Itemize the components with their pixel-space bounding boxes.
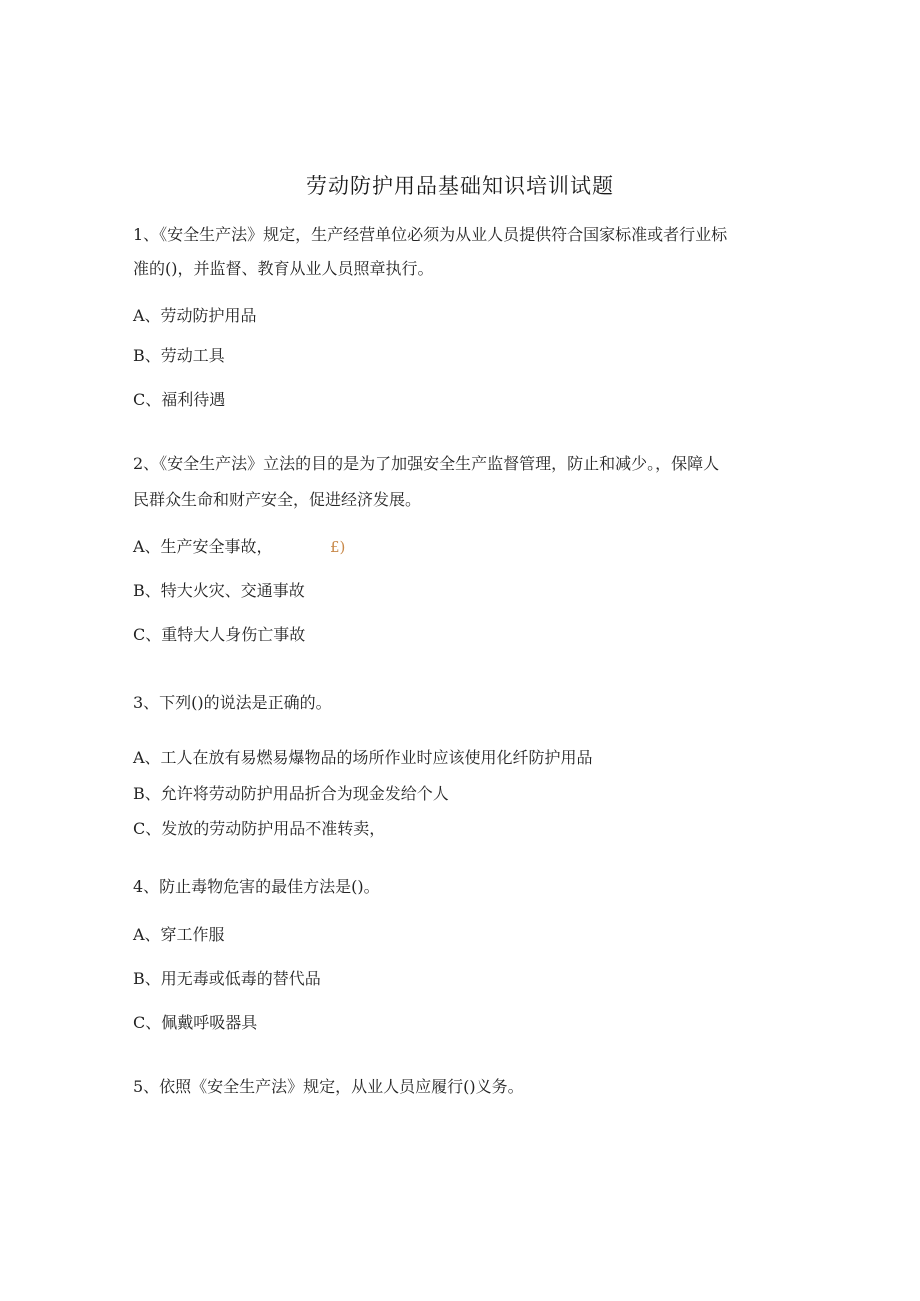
question-1-text-line-1: 1、《安全生产法》规定，生产经营单位必须为从业人员提供符合国家标准或者行业标 [133,225,728,244]
question-3-text-line-1: 3、下列()的说法是正确的。 [133,693,332,712]
question-3-option-c: C、发放的劳动防护用品不准转卖， [133,819,386,838]
question-2-option-a: A、生产安全事故， [133,537,273,556]
question-2-text-line-2: 民群众生命和财产安全，促进经济发展。 [133,490,422,509]
question-5-text-line-1: 5、依照《安全生产法》规定，从业人员应履行()义务。 [133,1077,524,1096]
question-3-option-b: B、允许将劳动防护用品折合为现金发给个人 [133,784,449,803]
question-4-option-c: C、佩戴呼吸器具 [133,1013,258,1032]
question-1-option-c: C、福利待遇 [133,390,226,409]
stray-mark: £) [330,538,346,556]
question-3-option-a: A、工人在放有易燃易爆物品的场所作业时应该使用化纤防护用品 [133,748,593,767]
question-2-text-line-1: 2、《安全生产法》立法的目的是为了加强安全生产监督管理，防止和减少。，保障人 [133,454,720,473]
question-1-option-b: B、劳动工具 [133,346,225,365]
question-4-option-a: A、穿工作服 [133,925,225,944]
question-2-option-b: B、特大火灾、交通事故 [133,581,305,600]
question-4-option-b: B、用无毒或低毒的替代品 [133,969,321,988]
question-4-text-line-1: 4、防止毒物危害的最佳方法是()。 [133,877,380,896]
question-2-option-c: C、重特大人身伤亡事故 [133,625,306,644]
question-1-text-line-2: 准的()，并监督、教育从业人员照章执行。 [133,259,434,278]
question-1-option-a: A、劳动防护用品 [133,306,257,325]
page-title: 劳动防护用品基础知识培训试题 [306,174,614,198]
